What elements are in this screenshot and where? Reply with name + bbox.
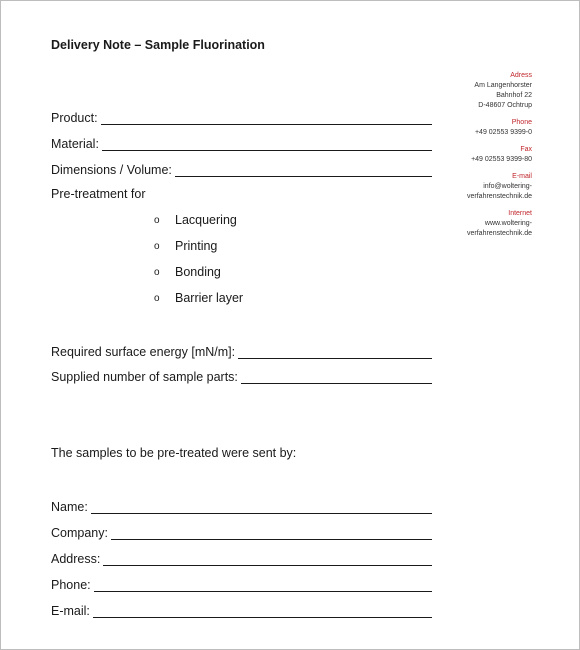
product-field [51,109,432,125]
option-bullet: o [154,292,160,304]
name-label: Name: [51,500,88,514]
fax-number: +49 02553 9399-80 [471,156,532,163]
phone-label-field: Phone: [51,578,91,592]
address-field [51,550,432,566]
internet-label: Internet [508,210,532,217]
internet-block [402,209,532,239]
sent-by-heading: The samples to be pre-treated were sent by: [51,446,297,460]
name-input-line[interactable] [91,501,432,514]
surface-energy-label: Required surface energy [mN/m]: [51,345,236,359]
address-line: D-48607 Ochtrup [478,102,532,109]
option-bonding[interactable] [154,265,221,279]
phone-input-line[interactable] [94,579,432,592]
contact-sidebar [402,71,532,246]
option-printing[interactable] [154,239,217,253]
option-barrier-layer[interactable] [154,291,243,305]
option-lacquering[interactable] [154,213,237,227]
sample-parts-input-line[interactable] [241,371,432,384]
dimensions-field [51,161,432,177]
phone-number: +49 02553 9399-0 [474,129,532,136]
option-bullet: o [154,240,160,252]
dimensions-input-line[interactable] [175,164,432,177]
website-line[interactable]: verfahrenstechnik.de [467,230,532,237]
company-input-line[interactable] [111,527,432,540]
address-label: Adress [510,72,532,79]
name-field [51,498,432,514]
product-input-line[interactable] [101,112,432,125]
email-line[interactable]: verfahrenstechnik.de [467,193,532,200]
email-line[interactable]: info@woltering- [483,183,532,190]
product-label: Product: [51,111,98,125]
surface-energy-field [51,343,432,359]
sample-parts-field [51,368,432,384]
address-label-field: Address: [51,552,101,566]
address-block [402,71,532,111]
address-input-line[interactable] [103,553,432,566]
material-field [51,135,432,151]
company-label: Company: [51,526,108,540]
email-input-line[interactable] [93,605,432,618]
dimensions-label: Dimensions / Volume: [51,163,172,177]
email-label: E-mail [512,173,532,180]
company-field [51,524,432,540]
email-field [51,602,432,618]
material-input-line[interactable] [102,138,432,151]
document-title: Delivery Note – Sample Fluorination [51,38,265,52]
address-line: Bahnhof 22 [496,92,532,99]
material-label: Material: [51,137,99,151]
phone-field [51,576,432,592]
option-label: Barrier layer [175,291,244,305]
pretreatment-label: Pre-treatment for [51,187,146,201]
phone-label: Phone [511,119,532,126]
email-label-field: E-mail: [51,604,90,618]
option-bullet: o [154,266,160,278]
surface-energy-input-line[interactable] [238,346,432,359]
option-bullet: o [154,214,160,226]
address-line: Am Langenhorster [474,82,532,89]
sample-parts-label: Supplied number of sample parts: [51,370,238,384]
option-label: Printing [175,239,218,253]
website-line[interactable]: www.woltering- [484,220,532,227]
fax-label: Fax [520,146,532,153]
option-label: Bonding [175,265,221,279]
option-label: Lacquering [175,213,237,227]
